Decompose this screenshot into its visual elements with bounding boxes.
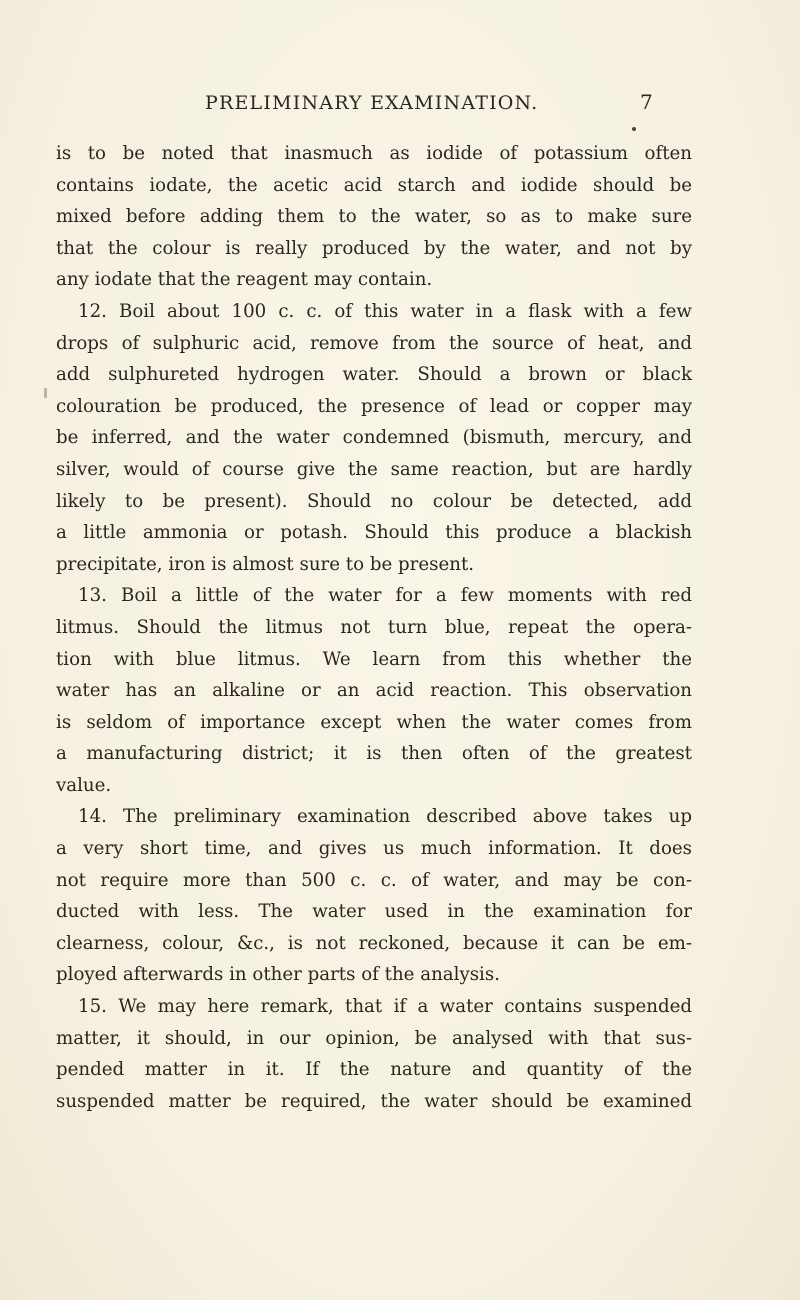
text-line: be inferred, and the water condemned (bismuth, mercury, and xyxy=(56,427,692,449)
text-line: matter, it should, in our opinion, be analysed with that sus- xyxy=(56,1027,692,1049)
paragraph-13-start: 13. Boil a little of the water for a few moments with red xyxy=(78,585,692,607)
text-line: add sulphureted hydrogen water. Should a brown or black xyxy=(56,364,692,386)
text-line: not require more than 500 c. c. of water, and may be con- xyxy=(56,869,692,891)
text-line: clearness, colour, &c., is not reckoned, because it can be em- xyxy=(56,932,692,954)
text-line: silver, would of course give the same reaction, but are hardly xyxy=(56,458,692,480)
text-line: a little ammonia or potash. Should this produce a blackish xyxy=(56,522,692,544)
text-line: that the colour is really produced by the water, and not by xyxy=(56,237,692,259)
margin-mark xyxy=(44,388,47,398)
text-line: value. xyxy=(56,774,112,796)
page-number: 7 xyxy=(640,90,653,114)
text-line: a manufacturing district; it is then often of the greatest xyxy=(56,743,692,765)
text-line: tion with blue litmus. We learn from this whether the xyxy=(56,648,692,670)
text-line: a very short time, and gives us much information. It does xyxy=(56,838,692,860)
text-line: any iodate that the reagent may contain. xyxy=(56,269,433,291)
text-line: is seldom of importance except when the water comes from xyxy=(56,711,692,733)
paragraph-12-start: 12. Boil about 100 c. c. of this water in a flask with a few xyxy=(78,300,692,322)
text-line: water has an alkaline or an acid reaction. This observation xyxy=(56,680,692,702)
text-line: ducted with less. The water used in the examination for xyxy=(56,901,692,923)
text-line: colouration be produced, the presence of lead or copper may xyxy=(56,395,692,417)
text-line: pended matter in it. If the nature and quantity of the xyxy=(56,1059,692,1081)
body-text xyxy=(56,138,692,1117)
paragraph-14-start: 14. The preliminary examination described above takes up xyxy=(78,806,692,828)
paragraph-15-start: 15. We may here remark, that if a water contains suspended xyxy=(78,996,692,1018)
text-line: is to be noted that inasmuch as iodide of potassium often xyxy=(56,143,692,164)
text-line: mixed before adding them to the water, so as to make sure xyxy=(56,206,692,228)
text-line: ployed afterwards in other parts of the analysis. xyxy=(56,964,500,986)
text-line: contains iodate, the acetic acid starch and iodide should be xyxy=(56,174,692,196)
running-head: PRELIMINARY EXAMINATION. xyxy=(205,92,539,114)
text-line: precipitate, iron is almost sure to be present. xyxy=(56,553,475,575)
text-line: litmus. Should the litmus not turn blue, repeat the opera- xyxy=(56,616,692,638)
text-line: likely to be present). Should no colour be detected, add xyxy=(56,490,692,512)
text-line: drops of sulphuric acid, remove from the source of heat, and xyxy=(56,332,692,354)
print-speck xyxy=(632,127,636,131)
text-line: suspended matter be required, the water should be examined xyxy=(56,1090,692,1112)
